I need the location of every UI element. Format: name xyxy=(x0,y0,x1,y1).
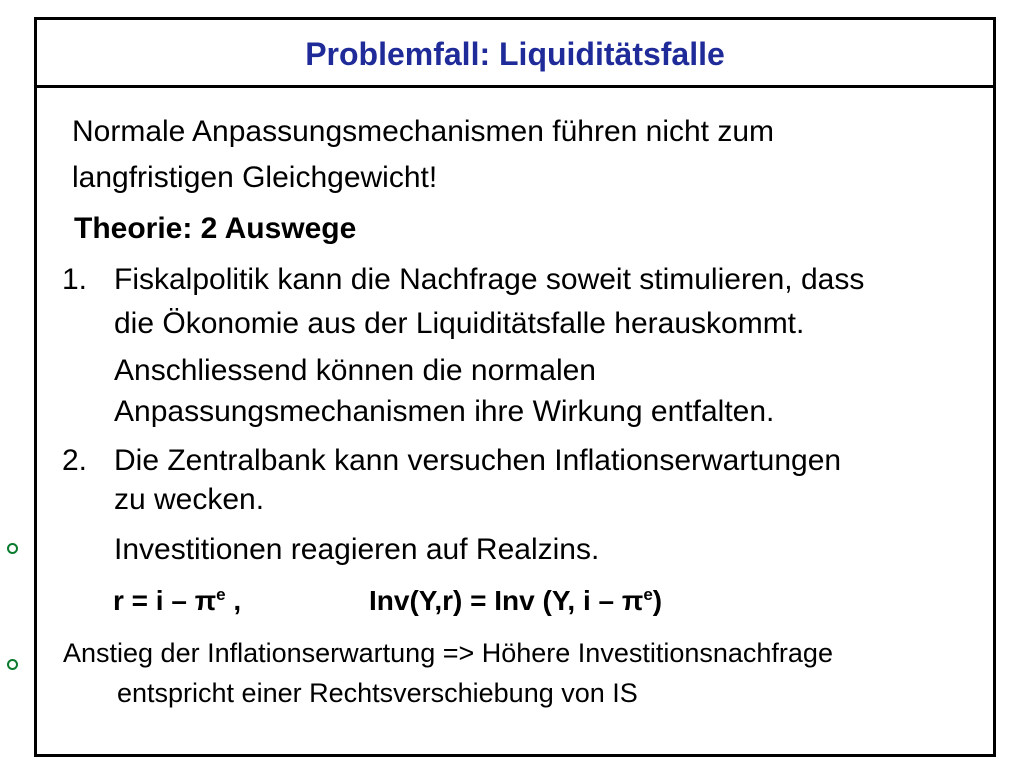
bullet-icon xyxy=(7,659,18,670)
item-1-sub-line-2: Anpassungsmechanismen ihre Wirkung entfalten. xyxy=(114,395,775,428)
realzins-formula: $r = i - \pi^e$ , xyxy=(113,585,242,616)
conclusion-line-2: entspricht einer Rechtsverschiebung von IS xyxy=(117,678,638,708)
intro-line-1: Normale Anpassungsmechanismen führen nicht zum xyxy=(72,115,775,148)
theory-heading: Theorie: 2 Auswege xyxy=(74,212,357,245)
bullet-icon xyxy=(7,543,18,554)
intro-line-2: langfristigen Gleichgewicht! xyxy=(72,161,438,194)
title-bar xyxy=(37,20,993,88)
conclusion-line-1: Anstieg der Inflationserwartung => Höhere Investitionsnachfrage xyxy=(63,638,833,668)
slide-title: Problemfall: Liquiditätsfalle xyxy=(305,36,725,72)
item-2-sub-line-1: Investitionen reagieren auf Realzins. xyxy=(114,533,600,566)
investment-formula: Inv(Y,r) = Inv (Y, i – $\pi^e$) xyxy=(369,585,663,616)
item-1-line-1: Fiskalpolitik kann die Nachfrage soweit stimulieren, dass xyxy=(114,263,865,296)
item-2-line-1: Die Zentralbank kann versuchen Inflationserwartungen xyxy=(114,444,842,477)
item-1-sub-line-1: Anschliessend können die normalen xyxy=(114,354,596,387)
item-number-2: 2. xyxy=(62,444,88,477)
item-number-1: 1. xyxy=(62,263,88,296)
item-2-line-2: zu wecken. xyxy=(114,483,265,516)
item-1-line-2: die Ökonomie aus der Liquiditätsfalle herauskommt. xyxy=(114,307,805,340)
